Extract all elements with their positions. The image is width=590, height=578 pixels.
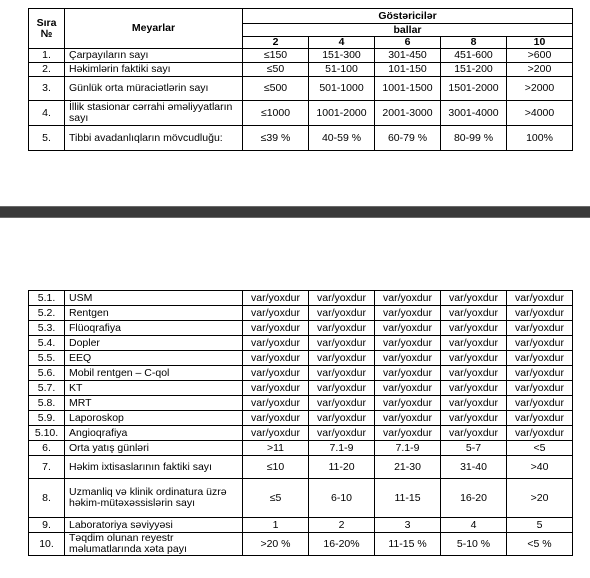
- score-range-cell: var/yoxdur: [375, 381, 441, 396]
- score-range-cell: var/yoxdur: [243, 366, 309, 381]
- score-range-cell: var/yoxdur: [375, 291, 441, 306]
- score-range-cell: var/yoxdur: [507, 336, 573, 351]
- score-range-cell: var/yoxdur: [375, 366, 441, 381]
- score-range-cell: 501-1000: [309, 77, 375, 101]
- score-range-cell: 301-450: [375, 49, 441, 63]
- score-range-cell: 7.1-9: [375, 441, 441, 456]
- header-score: 8: [441, 37, 507, 49]
- score-range-cell: var/yoxdur: [375, 336, 441, 351]
- score-range-cell: 100%: [507, 126, 573, 151]
- score-range-cell: var/yoxdur: [507, 321, 573, 336]
- row-number: 7.: [29, 456, 65, 479]
- table-row: [29, 63, 573, 77]
- row-number: 10.: [29, 533, 65, 556]
- score-range-cell: var/yoxdur: [243, 321, 309, 336]
- score-range-cell: var/yoxdur: [507, 396, 573, 411]
- criterion-name: Günlük orta müraciətlərin sayı: [65, 77, 243, 101]
- score-range-cell: 4: [441, 518, 507, 533]
- score-range-cell: var/yoxdur: [309, 426, 375, 441]
- table-row: [29, 441, 573, 456]
- score-range-cell: 101-150: [375, 63, 441, 77]
- criterion-name: Həkim ixtisaslarının faktiki sayı: [65, 456, 243, 479]
- score-range-cell: var/yoxdur: [441, 426, 507, 441]
- score-range-cell: >4000: [507, 101, 573, 126]
- table-row: [29, 396, 573, 411]
- score-range-cell: var/yoxdur: [441, 306, 507, 321]
- score-range-cell: 51-100: [309, 63, 375, 77]
- row-number: 5.10.: [29, 426, 65, 441]
- row-number: 5.1.: [29, 291, 65, 306]
- score-range-cell: 1: [243, 518, 309, 533]
- row-number: 6.: [29, 441, 65, 456]
- criterion-name: Laporoskop: [65, 411, 243, 426]
- score-range-cell: var/yoxdur: [243, 306, 309, 321]
- score-range-cell: var/yoxdur: [243, 291, 309, 306]
- header-sira: Sıra: [36, 16, 57, 29]
- table-row: [29, 49, 573, 63]
- score-range-cell: var/yoxdur: [441, 396, 507, 411]
- table-row: [29, 366, 573, 381]
- score-range-cell: var/yoxdur: [441, 381, 507, 396]
- score-range-cell: 80-99 %: [441, 126, 507, 151]
- criterion-name: Flüoqrafiya: [65, 321, 243, 336]
- criterion-name: EEQ: [65, 351, 243, 366]
- score-range-cell: 2001-3000: [375, 101, 441, 126]
- score-range-cell: ≤10: [243, 456, 309, 479]
- criteria-table-bottom: [28, 290, 573, 556]
- score-range-cell: var/yoxdur: [309, 291, 375, 306]
- row-number: 4.: [29, 101, 65, 126]
- score-range-cell: var/yoxdur: [243, 426, 309, 441]
- score-range-cell: <5: [507, 441, 573, 456]
- criterion-name: Orta yatış günləri: [65, 441, 243, 456]
- score-range-cell: var/yoxdur: [309, 366, 375, 381]
- criterion-name: Tibbi avadanlıqların mövcudluğu:: [65, 126, 243, 151]
- score-range-cell: var/yoxdur: [309, 321, 375, 336]
- score-range-cell: >20 %: [243, 533, 309, 556]
- score-range-cell: 21-30: [375, 456, 441, 479]
- score-range-cell: var/yoxdur: [375, 411, 441, 426]
- score-range-cell: var/yoxdur: [243, 381, 309, 396]
- score-range-cell: var/yoxdur: [507, 366, 573, 381]
- score-range-cell: 7.1-9: [309, 441, 375, 456]
- score-range-cell: >20: [507, 479, 573, 518]
- document-page-bottom: [0, 218, 590, 578]
- score-range-cell: >40: [507, 456, 573, 479]
- score-range-cell: var/yoxdur: [375, 321, 441, 336]
- score-range-cell: 1001-2000: [309, 101, 375, 126]
- criterion-name: USM: [65, 291, 243, 306]
- criteria-table-top: [28, 8, 573, 151]
- table-row: [29, 533, 573, 556]
- table-row: [29, 456, 573, 479]
- score-range-cell: var/yoxdur: [375, 306, 441, 321]
- score-range-cell: var/yoxdur: [507, 351, 573, 366]
- criterion-name: Uzmanliq və klinik ordinatura üzrə həkim-mütəxəssislərin sayı: [65, 479, 243, 518]
- score-range-cell: 11-15: [375, 479, 441, 518]
- table-row: [29, 351, 573, 366]
- score-range-cell: 11-15 %: [375, 533, 441, 556]
- score-range-cell: 16-20%: [309, 533, 375, 556]
- score-range-cell: <5 %: [507, 533, 573, 556]
- score-range-cell: var/yoxdur: [309, 381, 375, 396]
- score-range-cell: var/yoxdur: [507, 411, 573, 426]
- score-range-cell: 1001-1500: [375, 77, 441, 101]
- score-range-cell: ≤50: [243, 63, 309, 77]
- score-range-cell: 40-59 %: [309, 126, 375, 151]
- score-range-cell: 451-600: [441, 49, 507, 63]
- score-range-cell: 3001-4000: [441, 101, 507, 126]
- table-row: [29, 336, 573, 351]
- score-range-cell: var/yoxdur: [441, 291, 507, 306]
- row-number: 1.: [29, 49, 65, 63]
- score-range-cell: 2: [309, 518, 375, 533]
- score-range-cell: ≤150: [243, 49, 309, 63]
- score-range-cell: 16-20: [441, 479, 507, 518]
- table-row: [29, 306, 573, 321]
- score-range-cell: var/yoxdur: [507, 426, 573, 441]
- score-range-cell: >11: [243, 441, 309, 456]
- score-range-cell: 6-10: [309, 479, 375, 518]
- document-page-top: [0, 0, 590, 206]
- score-range-cell: var/yoxdur: [375, 396, 441, 411]
- score-range-cell: 5-7: [441, 441, 507, 456]
- score-range-cell: var/yoxdur: [375, 351, 441, 366]
- table-row: [29, 126, 573, 151]
- score-range-cell: 11-20: [309, 456, 375, 479]
- score-range-cell: var/yoxdur: [243, 351, 309, 366]
- table-row: [29, 77, 573, 101]
- row-number: 5.4.: [29, 336, 65, 351]
- score-range-cell: var/yoxdur: [375, 426, 441, 441]
- score-range-cell: var/yoxdur: [309, 306, 375, 321]
- score-range-cell: var/yoxdur: [441, 321, 507, 336]
- score-range-cell: >600: [507, 49, 573, 63]
- score-range-cell: var/yoxdur: [243, 396, 309, 411]
- score-range-cell: ≤5: [243, 479, 309, 518]
- header-score: 6: [375, 37, 441, 49]
- table-row: [29, 518, 573, 533]
- table-row: [29, 381, 573, 396]
- row-number: 3.: [29, 77, 65, 101]
- row-number: 2.: [29, 63, 65, 77]
- score-range-cell: var/yoxdur: [507, 381, 573, 396]
- score-range-cell: 151-200: [441, 63, 507, 77]
- score-range-cell: 1501-2000: [441, 77, 507, 101]
- page-break-divider: [0, 206, 590, 218]
- criterion-name: MRT: [65, 396, 243, 411]
- score-range-cell: var/yoxdur: [243, 411, 309, 426]
- criterion-name: Rentgen: [65, 306, 243, 321]
- score-range-cell: var/yoxdur: [309, 336, 375, 351]
- row-number: 5.8.: [29, 396, 65, 411]
- criterion-name: Angioqrafiya: [65, 426, 243, 441]
- row-number: 5.5.: [29, 351, 65, 366]
- score-range-cell: var/yoxdur: [441, 336, 507, 351]
- row-number: 5.9.: [29, 411, 65, 426]
- row-number: 5.: [29, 126, 65, 151]
- header-indicators: Göstəricilər: [243, 9, 573, 24]
- row-number: 9.: [29, 518, 65, 533]
- criterion-name: Həkimlərin faktiki sayı: [65, 63, 243, 77]
- score-range-cell: var/yoxdur: [309, 411, 375, 426]
- criterion-name: Çarpayıların sayı: [65, 49, 243, 63]
- criterion-name: Dopler: [65, 336, 243, 351]
- row-number: 8.: [29, 479, 65, 518]
- header-score: 2: [243, 37, 309, 49]
- score-range-cell: var/yoxdur: [309, 396, 375, 411]
- table-row: [29, 291, 573, 306]
- score-range-cell: var/yoxdur: [507, 306, 573, 321]
- score-range-cell: var/yoxdur: [441, 411, 507, 426]
- score-range-cell: ≤39 %: [243, 126, 309, 151]
- header-score: 4: [309, 37, 375, 49]
- criterion-name: İllik stasionar cərrahi əməliyyatların sayı: [65, 101, 243, 126]
- header-number: [29, 9, 65, 49]
- score-range-cell: 5-10 %: [441, 533, 507, 556]
- criterion-name: Mobil rentgen – C-qol: [65, 366, 243, 381]
- table-row: [29, 101, 573, 126]
- score-range-cell: 5: [507, 518, 573, 533]
- score-range-cell: ≤1000: [243, 101, 309, 126]
- score-range-cell: >200: [507, 63, 573, 77]
- score-range-cell: var/yoxdur: [441, 351, 507, 366]
- row-number: 5.7.: [29, 381, 65, 396]
- score-range-cell: var/yoxdur: [309, 351, 375, 366]
- score-range-cell: ≤500: [243, 77, 309, 101]
- criterion-name: Təqdim olunan reyestr məlumatlarında xəta payı: [65, 533, 243, 556]
- cut-off-text-line: [0, 0, 590, 7]
- header-points: ballar: [243, 24, 573, 37]
- criterion-name: KT: [65, 381, 243, 396]
- score-range-cell: 151-300: [309, 49, 375, 63]
- table-row: [29, 479, 573, 518]
- score-range-cell: 60-79 %: [375, 126, 441, 151]
- score-range-cell: 3: [375, 518, 441, 533]
- score-range-cell: var/yoxdur: [441, 366, 507, 381]
- row-number: 5.3.: [29, 321, 65, 336]
- criterion-name: Laboratoriya səviyyəsi: [65, 518, 243, 533]
- header-criteria: Meyarlar: [65, 9, 243, 49]
- score-range-cell: >2000: [507, 77, 573, 101]
- header-score: 10: [507, 37, 573, 49]
- table-row: [29, 411, 573, 426]
- table-row: [29, 426, 573, 441]
- row-number: 5.2.: [29, 306, 65, 321]
- score-range-cell: var/yoxdur: [507, 291, 573, 306]
- header-no-symbol: №: [40, 27, 53, 40]
- table-row: [29, 321, 573, 336]
- row-number: 5.6.: [29, 366, 65, 381]
- score-range-cell: var/yoxdur: [243, 336, 309, 351]
- score-range-cell: 31-40: [441, 456, 507, 479]
